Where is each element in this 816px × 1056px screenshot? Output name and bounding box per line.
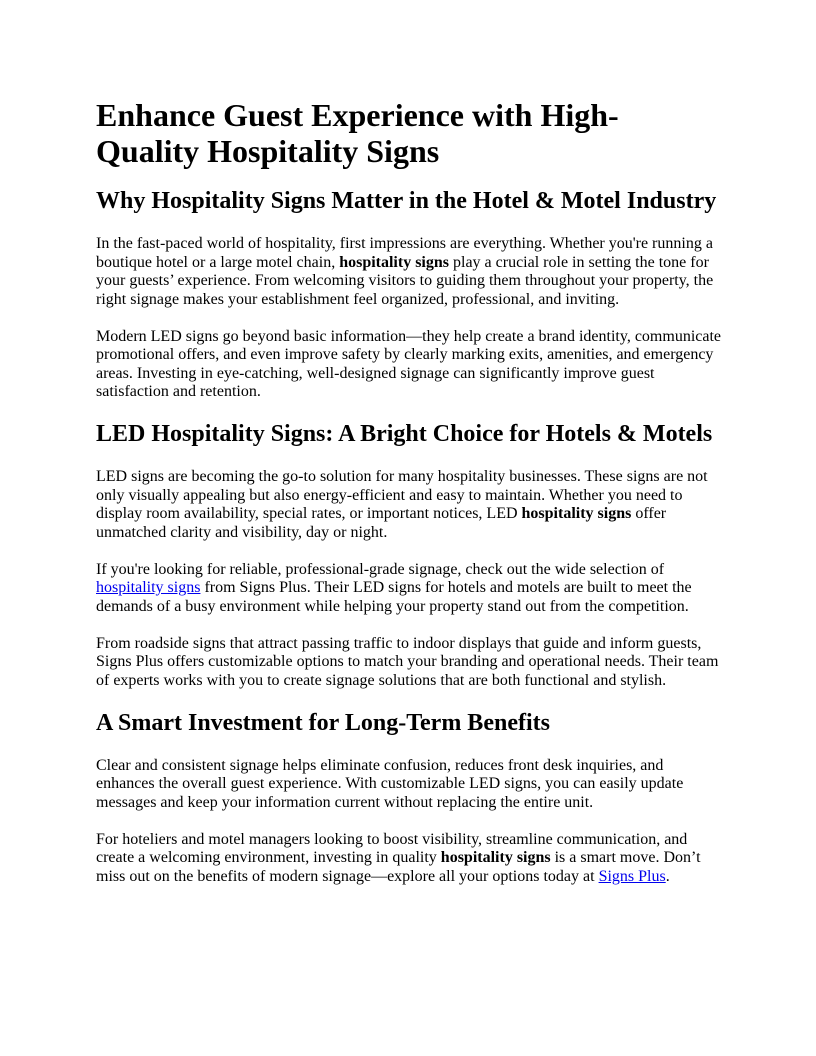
text-run: LED signs are becoming the go-to solution for many hospitality businesses. These signs are not only visually appealing but also energy-efficient and easy to maintain. Whether you need to display room availability, special rates, or important notices, LED: [96, 468, 708, 522]
section-heading-led: LED Hospitality Signs: A Bright Choice for Hotels & Motels: [96, 421, 713, 447]
paragraph-clear-signage: Clear and consistent signage helps eliminate confusion, reduces front desk inquiries, and enhances the overall guest experience. With customizable LED signs, you can easily update messages and keep your information current without replacing the entire unit.: [96, 756, 684, 811]
text-run: offer unmatched clarity and visibility, day or night.: [96, 505, 667, 541]
text-run: is a smart move. Don’t miss out on the benefits of modern signage—explore all your options today at: [96, 849, 701, 885]
hospitality-signs-link[interactable]: hospitality signs: [96, 579, 201, 596]
text-run: play a crucial role in setting the tone for your guests’ experience. From welcoming visitors to guiding them throughout your property, the right signage makes your establishment feel organized, professional, and inviting.: [96, 253, 714, 308]
text-run: For hoteliers and motel managers looking to boost visibility, streamline communication, and create a welcoming environment, investing in quality: [96, 830, 688, 866]
bold-keyword: hospitality signs: [339, 253, 449, 271]
bold-keyword: hospitality signs: [521, 505, 632, 522]
page-title: Enhance Guest Experience with High-Quality Hospitality Signs: [96, 97, 619, 169]
text-run: In the fast-paced world of hospitality, first impressions are everything. Whether you're running a boutique hotel or a large motel chain,: [96, 235, 713, 271]
paragraph-roadside: From roadside signs that attract passing traffic to indoor displays that guide and inform guests, Signs Plus offers customizable options to match your branding and operational needs. Their team of experts works with you to create signage solutions that are both functional and stylish.: [96, 634, 719, 689]
paragraph-conclusion: [96, 831, 722, 887]
text-run: If you're looking for reliable, professional-grade signage, check out the wide selection of: [96, 560, 665, 578]
text-run: from Signs Plus. Their LED signs for hotels and motels are built to meet the demands of a busy environment while helping your property stand out from the competition.: [96, 579, 692, 615]
section-heading-investment: A Smart Investment for Long-Term Benefits: [96, 709, 550, 736]
bold-keyword: hospitality signs: [440, 849, 551, 866]
paragraph-intro: [96, 235, 722, 309]
paragraph-led-intro: [96, 468, 722, 542]
section-heading-why: Why Hospitality Signs Matter in the Hotel & Motel Industry: [96, 188, 717, 214]
text-run: .: [665, 867, 670, 885]
document-page: [96, 97, 722, 905]
paragraph-led-modern: Modern LED signs go beyond basic information—they help create a brand identity, communicate promotional offers, and even improve safety by clearly marking exits, amenities, and emergency areas. Investing in eye-catching, well-designed signage can significantly improve guest satisfaction and retention.: [96, 327, 722, 400]
paragraph-signs-plus: [96, 561, 722, 617]
signs-plus-link[interactable]: Signs Plus: [598, 867, 666, 885]
